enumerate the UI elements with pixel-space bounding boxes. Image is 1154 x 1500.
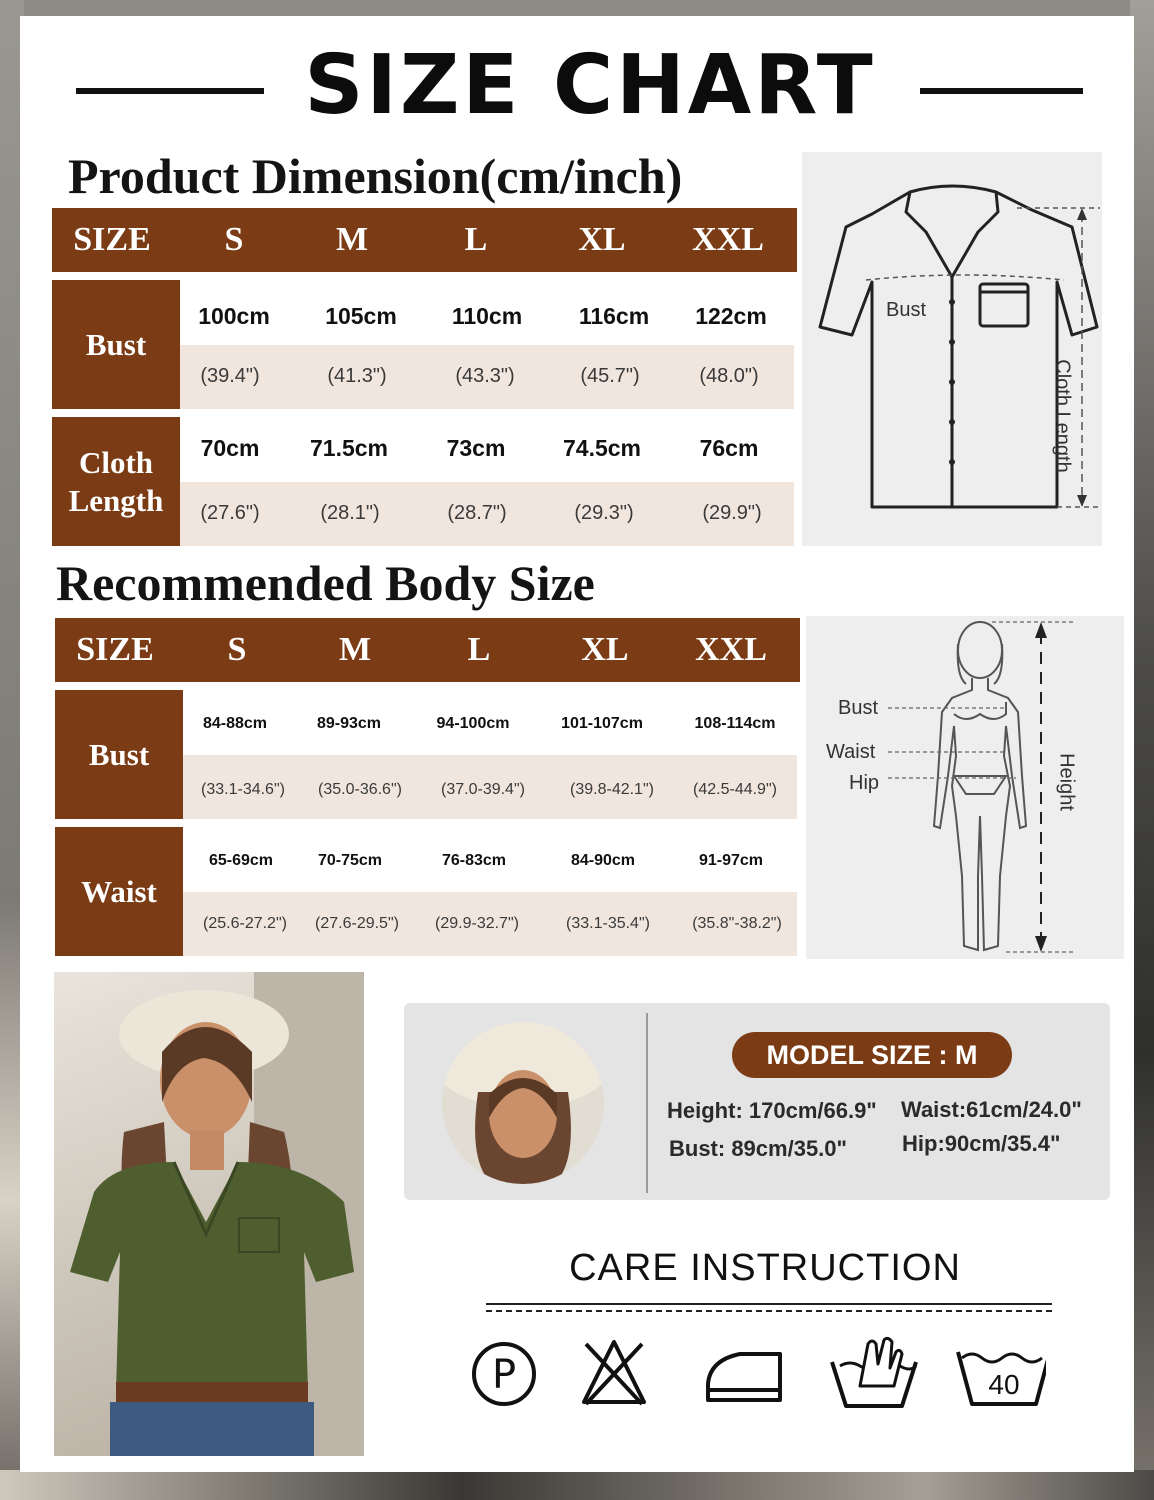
cell-value: 94-100cm (436, 715, 510, 732)
size-s: S (227, 631, 247, 668)
model-figure-image (54, 972, 364, 1456)
row-label-bust: Bust (52, 280, 180, 409)
size-l: L (464, 221, 488, 258)
cell-value: 65-69cm (208, 852, 274, 869)
cell-value: 84-90cm (570, 852, 636, 869)
size-xl: XL (578, 221, 626, 258)
cell-value: (27.6-29.5") (315, 915, 399, 932)
model-hip: Hip:90cm/35.4" (902, 1131, 1061, 1156)
cell-value: (48.0") (699, 365, 759, 387)
cell-value: (42.5-44.9") (693, 781, 777, 798)
cell-value: 73cm (446, 435, 506, 461)
cell-value: (37.0-39.4") (441, 781, 525, 798)
row-label-cloth-length: Cloth Length (52, 417, 180, 546)
care-divider (486, 1303, 1052, 1312)
cell-value: (28.7") (447, 502, 507, 524)
care-instruction-heading: CARE INSTRUCTION (569, 1247, 961, 1289)
cell-value: (29.3") (574, 502, 634, 524)
size-m: M (335, 221, 369, 258)
model-size-badge: MODEL SIZE : M (732, 1032, 1012, 1078)
wash-40-icon (956, 1330, 1046, 1410)
cell-value: (29.9") (702, 502, 762, 524)
body-bust-label: Bust (838, 697, 879, 719)
cell-value: (27.6") (200, 502, 260, 524)
cell-value: 110cm (451, 303, 523, 329)
cell-value: 122cm (695, 303, 767, 329)
cell-value: (41.3") (327, 365, 387, 387)
cell-value: 70cm (200, 435, 260, 461)
cell-value: 71.5cm (309, 435, 388, 461)
shirt-diagram (802, 152, 1102, 546)
wash-temperature: 40 (988, 1369, 1020, 1400)
body-table-header (55, 618, 800, 682)
model-photo (54, 972, 364, 1456)
body-waist-label: Waist (826, 741, 876, 763)
title-rule-right (920, 88, 1083, 94)
row-label-waist: Waist (55, 827, 183, 956)
size-xl: XL (581, 631, 629, 668)
cell-value: 76-83cm (441, 852, 507, 869)
cell-value: (29.9-32.7") (435, 915, 519, 932)
cell-value: (35.8"-38.2") (692, 915, 782, 932)
body-size-heading: Recommended Body Size (56, 555, 595, 611)
cell-value: (25.6-27.2") (203, 915, 287, 932)
size-m: M (338, 631, 372, 668)
cell-value: (39.8-42.1") (570, 781, 654, 798)
page-title: SIZE CHART (304, 38, 876, 133)
product-table-header (52, 208, 797, 272)
size-l: L (467, 631, 491, 668)
cell-value: 91-97cm (698, 852, 764, 869)
svg-text:P: P (491, 1352, 517, 1398)
model-bust: Bust: 89cm/35.0" (669, 1136, 847, 1161)
shirt-outline-icon (802, 152, 1102, 546)
product-dimension-heading: Product Dimension(cm/inch) (68, 148, 683, 204)
cell-value: (28.1") (320, 502, 380, 524)
body-hip-label: Hip (849, 772, 880, 794)
cell-value: (33.1-34.6") (201, 781, 285, 798)
model-face-image (442, 1022, 604, 1184)
cell-value: (43.3") (455, 365, 515, 387)
cell-value: 108-114cm (694, 715, 776, 732)
cloth-length-label: Cloth Length (1051, 359, 1074, 473)
size-s: S (224, 221, 244, 258)
cell-value: 89-93cm (316, 715, 382, 732)
cell-value: (35.0-36.6") (318, 781, 402, 798)
iron-icon (700, 1330, 790, 1410)
cell-value: 84-88cm (202, 715, 268, 732)
cell-value: (33.1-35.4") (566, 915, 650, 932)
body-height-label: Height (1055, 753, 1078, 811)
cell-value: (39.4") (200, 365, 260, 387)
cell-value: 116cm (578, 303, 650, 329)
cell-value: 76cm (699, 435, 759, 461)
cell-value: 105cm (325, 303, 397, 329)
background-bottom (0, 1470, 1154, 1500)
bust-label: Bust (886, 299, 927, 321)
hand-wash-icon (830, 1330, 920, 1410)
cell-value: 74.5cm (562, 435, 641, 461)
cell-value: (45.7") (580, 365, 640, 387)
size-header: SIZE (76, 631, 154, 668)
cell-value: 100cm (198, 303, 270, 329)
model-avatar (442, 1022, 604, 1184)
model-height: Height: 170cm/66.9" (667, 1098, 877, 1123)
row-label-bust: Bust (55, 690, 183, 819)
title-rule-left (76, 88, 264, 94)
dry-clean-p-icon (460, 1330, 550, 1410)
size-xxl: XXL (692, 221, 764, 258)
size-header: SIZE (73, 221, 151, 258)
cell-value: 70-75cm (317, 852, 383, 869)
cell-value: 101-107cm (561, 715, 643, 732)
model-waist: Waist:61cm/24.0" (901, 1097, 1082, 1122)
do-not-bleach-icon (570, 1330, 660, 1410)
model-card-divider (646, 1013, 648, 1193)
size-xxl: XXL (695, 631, 767, 668)
